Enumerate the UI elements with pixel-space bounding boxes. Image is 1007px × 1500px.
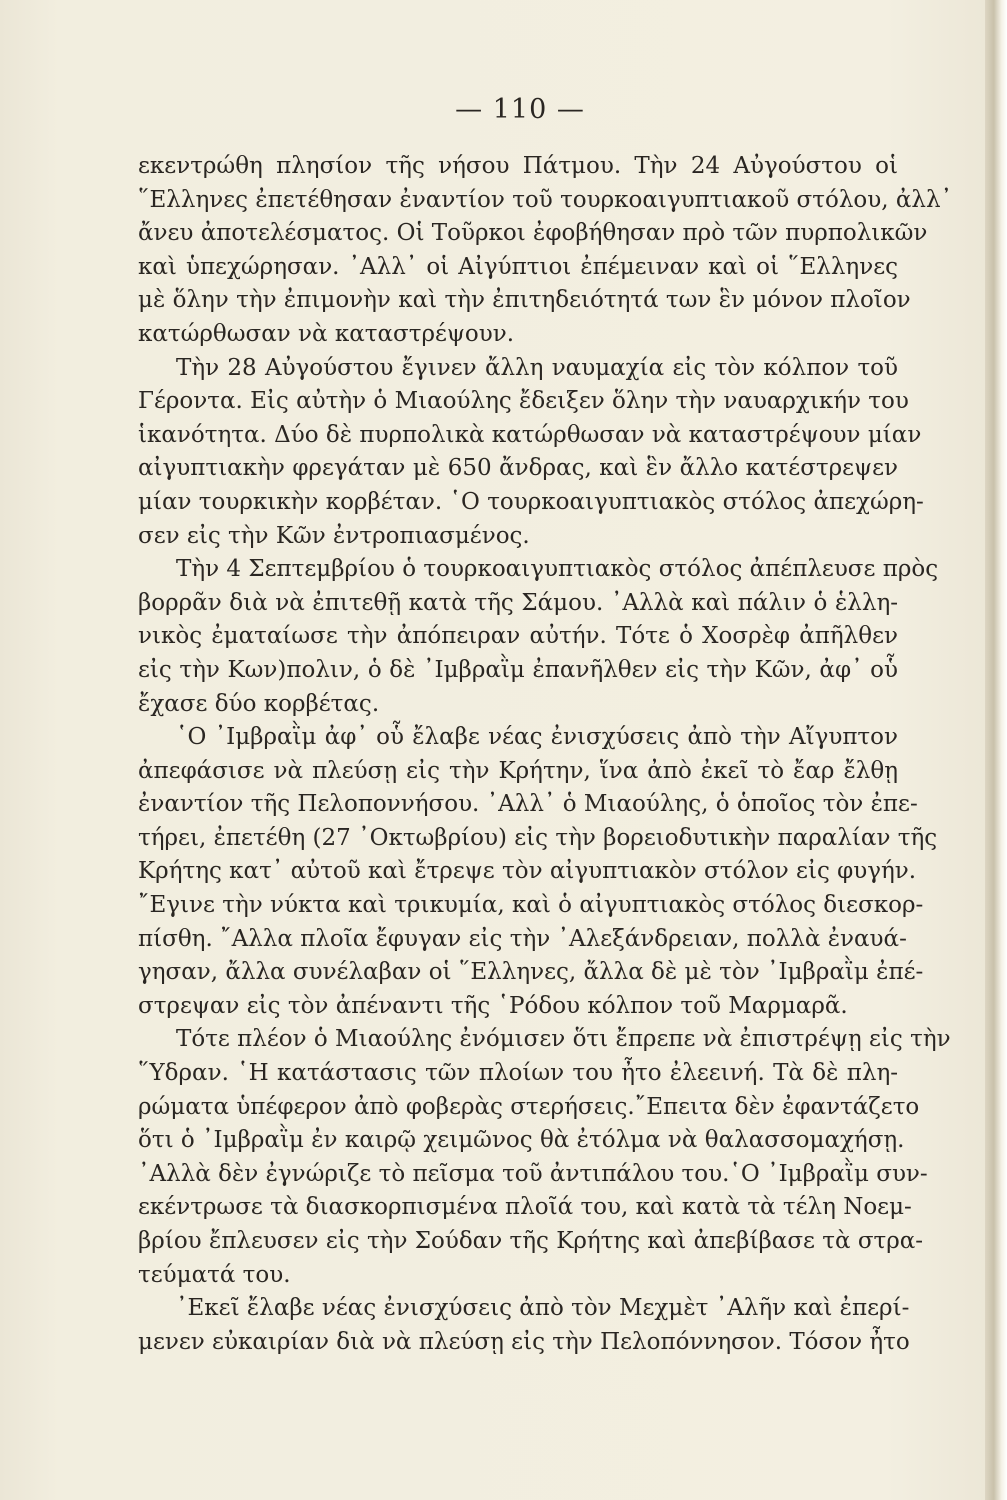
text-line: κατώρθωσαν νὰ καταστρέψουν. bbox=[138, 320, 515, 347]
text-line: Τὴν 28 Αὐγούστου ἔγινεν ἄλλη ναυμαχία εἰς τὸν κόλπον τοῦ bbox=[176, 354, 898, 381]
text-line: νικὸς ἐματαίωσε τὴν ἀπόπειραν αὐτήν. Τότε ὁ Χοσρὲφ ἀπῆλθεν bbox=[138, 623, 898, 650]
text-line: ἱκανότητα. Δύο δὲ πυρπολικὰ κατώρθωσαν νὰ καταστρέψουν μίαν bbox=[138, 421, 922, 448]
text-line: Κρήτης κατ᾽ αὐτοῦ καὶ ἔτρεψε τὸν αἰγυπτιακὸν στόλον εἰς φυγήν. bbox=[138, 858, 917, 885]
text-line: μὲ ὅλην τὴν ἐπιμονὴν καὶ τὴν ἐπιτηδειότητά των ἓν μόνον πλοῖον bbox=[138, 287, 911, 314]
text-line: ᾽Αλλὰ δὲν ἐγνώριζε τὸ πεῖσμα τοῦ ἀντιπάλου του.῾Ο ᾽Ιμβραῒμ συν- bbox=[138, 1160, 928, 1187]
text-line: μίαν τουρκικὴν κορβέταν. ῾Ο τουρκοαιγυπτιακὸς στόλος ἀπεχώρη- bbox=[138, 488, 924, 515]
text-line: ῞Υδραν. ῾Η κατάστασις τῶν πλοίων του ἦτο ἐλεεινή. Τὰ δὲ πλη- bbox=[138, 1060, 898, 1087]
text-line: ῞Ελληνες ἐπετέθησαν ἐναντίον τοῦ τουρκοαιγυπτιακοῦ στόλου, ἀλλ᾽ bbox=[138, 186, 953, 213]
text-line: ἔχασε δύο κορβέτας. bbox=[138, 690, 380, 717]
text-line: καὶ ὑπεχώρησαν. ᾽Αλλ᾽ οἱ Αἰγύπτιοι ἐπέμειναν καὶ οἱ ῞Ελληνες bbox=[138, 253, 898, 280]
text-line: ρώματα ὑπέφερον ἀπὸ φοβερὰς στερήσεις.῎Επειτα δὲν ἐφαντάζετο bbox=[138, 1093, 920, 1120]
text-line: τήρει, ἐπετέθη (27 ᾽Οκτωβρίου) εἰς τὴν βορειοδυτικὴν παραλίαν τῆς bbox=[138, 824, 938, 851]
text-line: γησαν, ἄλλα συνέλαβαν οἱ ῞Ελληνες, ἄλλα δὲ μὲ τὸν ᾽Ιμβραῒμ ἐπέ- bbox=[138, 959, 924, 986]
text-line: αἰγυπτιακὴν φρεγάταν μὲ 650 ἄνδρας, καὶ ἓν ἄλλο κατέστρεψεν bbox=[138, 455, 898, 482]
page-number: — 110 — bbox=[455, 94, 585, 125]
text-line: σεν εἰς τὴν Κῶν ἐντροπιασμένος. bbox=[138, 522, 530, 549]
text-line: ὅτι ὁ ᾽Ιμβραῒμ ἐν καιρῷ χειμῶνος θὰ ἐτόλμα νὰ θαλασσομαχήσῃ. bbox=[138, 1127, 905, 1154]
text-line: Γέροντα. Εἰς αὐτὴν ὁ Μιαούλης ἔδειξεν ὅλην τὴν ναυαρχικήν του bbox=[138, 388, 909, 415]
text-line: εκεντρώθη πλησίον τῆς νήσου Πάτμου. Τὴν 24 Αὐγούστου οἱ bbox=[138, 153, 898, 179]
text-line: τεύματά του. bbox=[138, 1261, 291, 1288]
text-line: βρίου ἔπλευσεν εἰς τὴν Σούδαν τῆς Κρήτης καὶ ἀπεβίβασε τὰ στρα- bbox=[138, 1228, 924, 1254]
text-line: ἀπεφάσισε νὰ πλεύσῃ εἰς τὴν Κρήτην, ἵνα ἀπὸ ἐκεῖ τὸ ἔαρ ἔλθῃ bbox=[138, 757, 898, 784]
text-line: εκέντρωσε τὰ διασκορπισμένα πλοῖά του, καὶ κατὰ τὰ τέλη Νοεμ- bbox=[138, 1194, 912, 1221]
text-line: Τότε πλέον ὁ Μιαούλης ἐνόμισεν ὅτι ἔπρεπε νὰ ἐπιστρέψῃ εἰς τὴν bbox=[176, 1026, 951, 1053]
text-line: ἐναντίον τῆς Πελοποννήσου. ᾽Αλλ᾽ ὁ Μιαούλης, ὁ ὁποῖος τὸν ἐπε- bbox=[138, 791, 918, 818]
text-line: στρεψαν εἰς τὸν ἀπέναντι τῆς ῾Ρόδου κόλπον τοῦ Μαρμαρᾶ. bbox=[138, 992, 848, 1019]
text-line: βορρᾶν διὰ νὰ ἐπιτεθῇ κατὰ τῆς Σάμου. ᾽Αλλὰ καὶ πάλιν ὁ ἑλλη- bbox=[138, 589, 898, 616]
text-line: ἄνευ ἀποτελέσματος. Οἱ Τοῦρκοι ἐφοβήθησαν πρὸ τῶν πυρπολικῶν bbox=[138, 220, 928, 247]
text-line: ῾Ο ᾽Ιμβραῒμ ἀφ᾽ οὗ ἔλαβε νέας ἐνισχύσεις ἀπὸ τὴν Αἴγυπτον bbox=[176, 724, 898, 751]
text-line: Τὴν 4 Σεπτεμβρίου ὁ τουρκοαιγυπτιακὸς στόλος ἀπέπλευσε πρὸς bbox=[176, 556, 939, 583]
text-line: εἰς τὴν Κων)πολιν, ὁ δὲ ᾽Ιμβραῒμ ἐπανῆλθεν εἰς τὴν Κῶν, ἀφ᾽ οὗ bbox=[138, 656, 898, 683]
text-line: ῎Εγινε τὴν νύκτα καὶ τρικυμία, καὶ ὁ αἰγυπτιακὸς στόλος διεσκορ- bbox=[138, 892, 924, 919]
text-line: πίσθη. ῎Αλλα πλοῖα ἔφυγαν εἰς τὴν ᾽Αλεξάνδρειαν, πολλὰ ἐναυά- bbox=[138, 925, 907, 952]
page-edge bbox=[985, 0, 1007, 1500]
body-text bbox=[138, 150, 953, 1359]
text-line: ᾽Εκεῖ ἔλαβε νέας ἐνισχύσεις ἀπὸ τὸν Μεχμὲτ ᾽Αλῆν καὶ ἐπερί- bbox=[176, 1295, 910, 1322]
text-line: μενεν εὐκαιρίαν διὰ νὰ πλεύσῃ εἰς τὴν Πελοπόννησον. Τόσον ἦτο bbox=[138, 1328, 910, 1355]
